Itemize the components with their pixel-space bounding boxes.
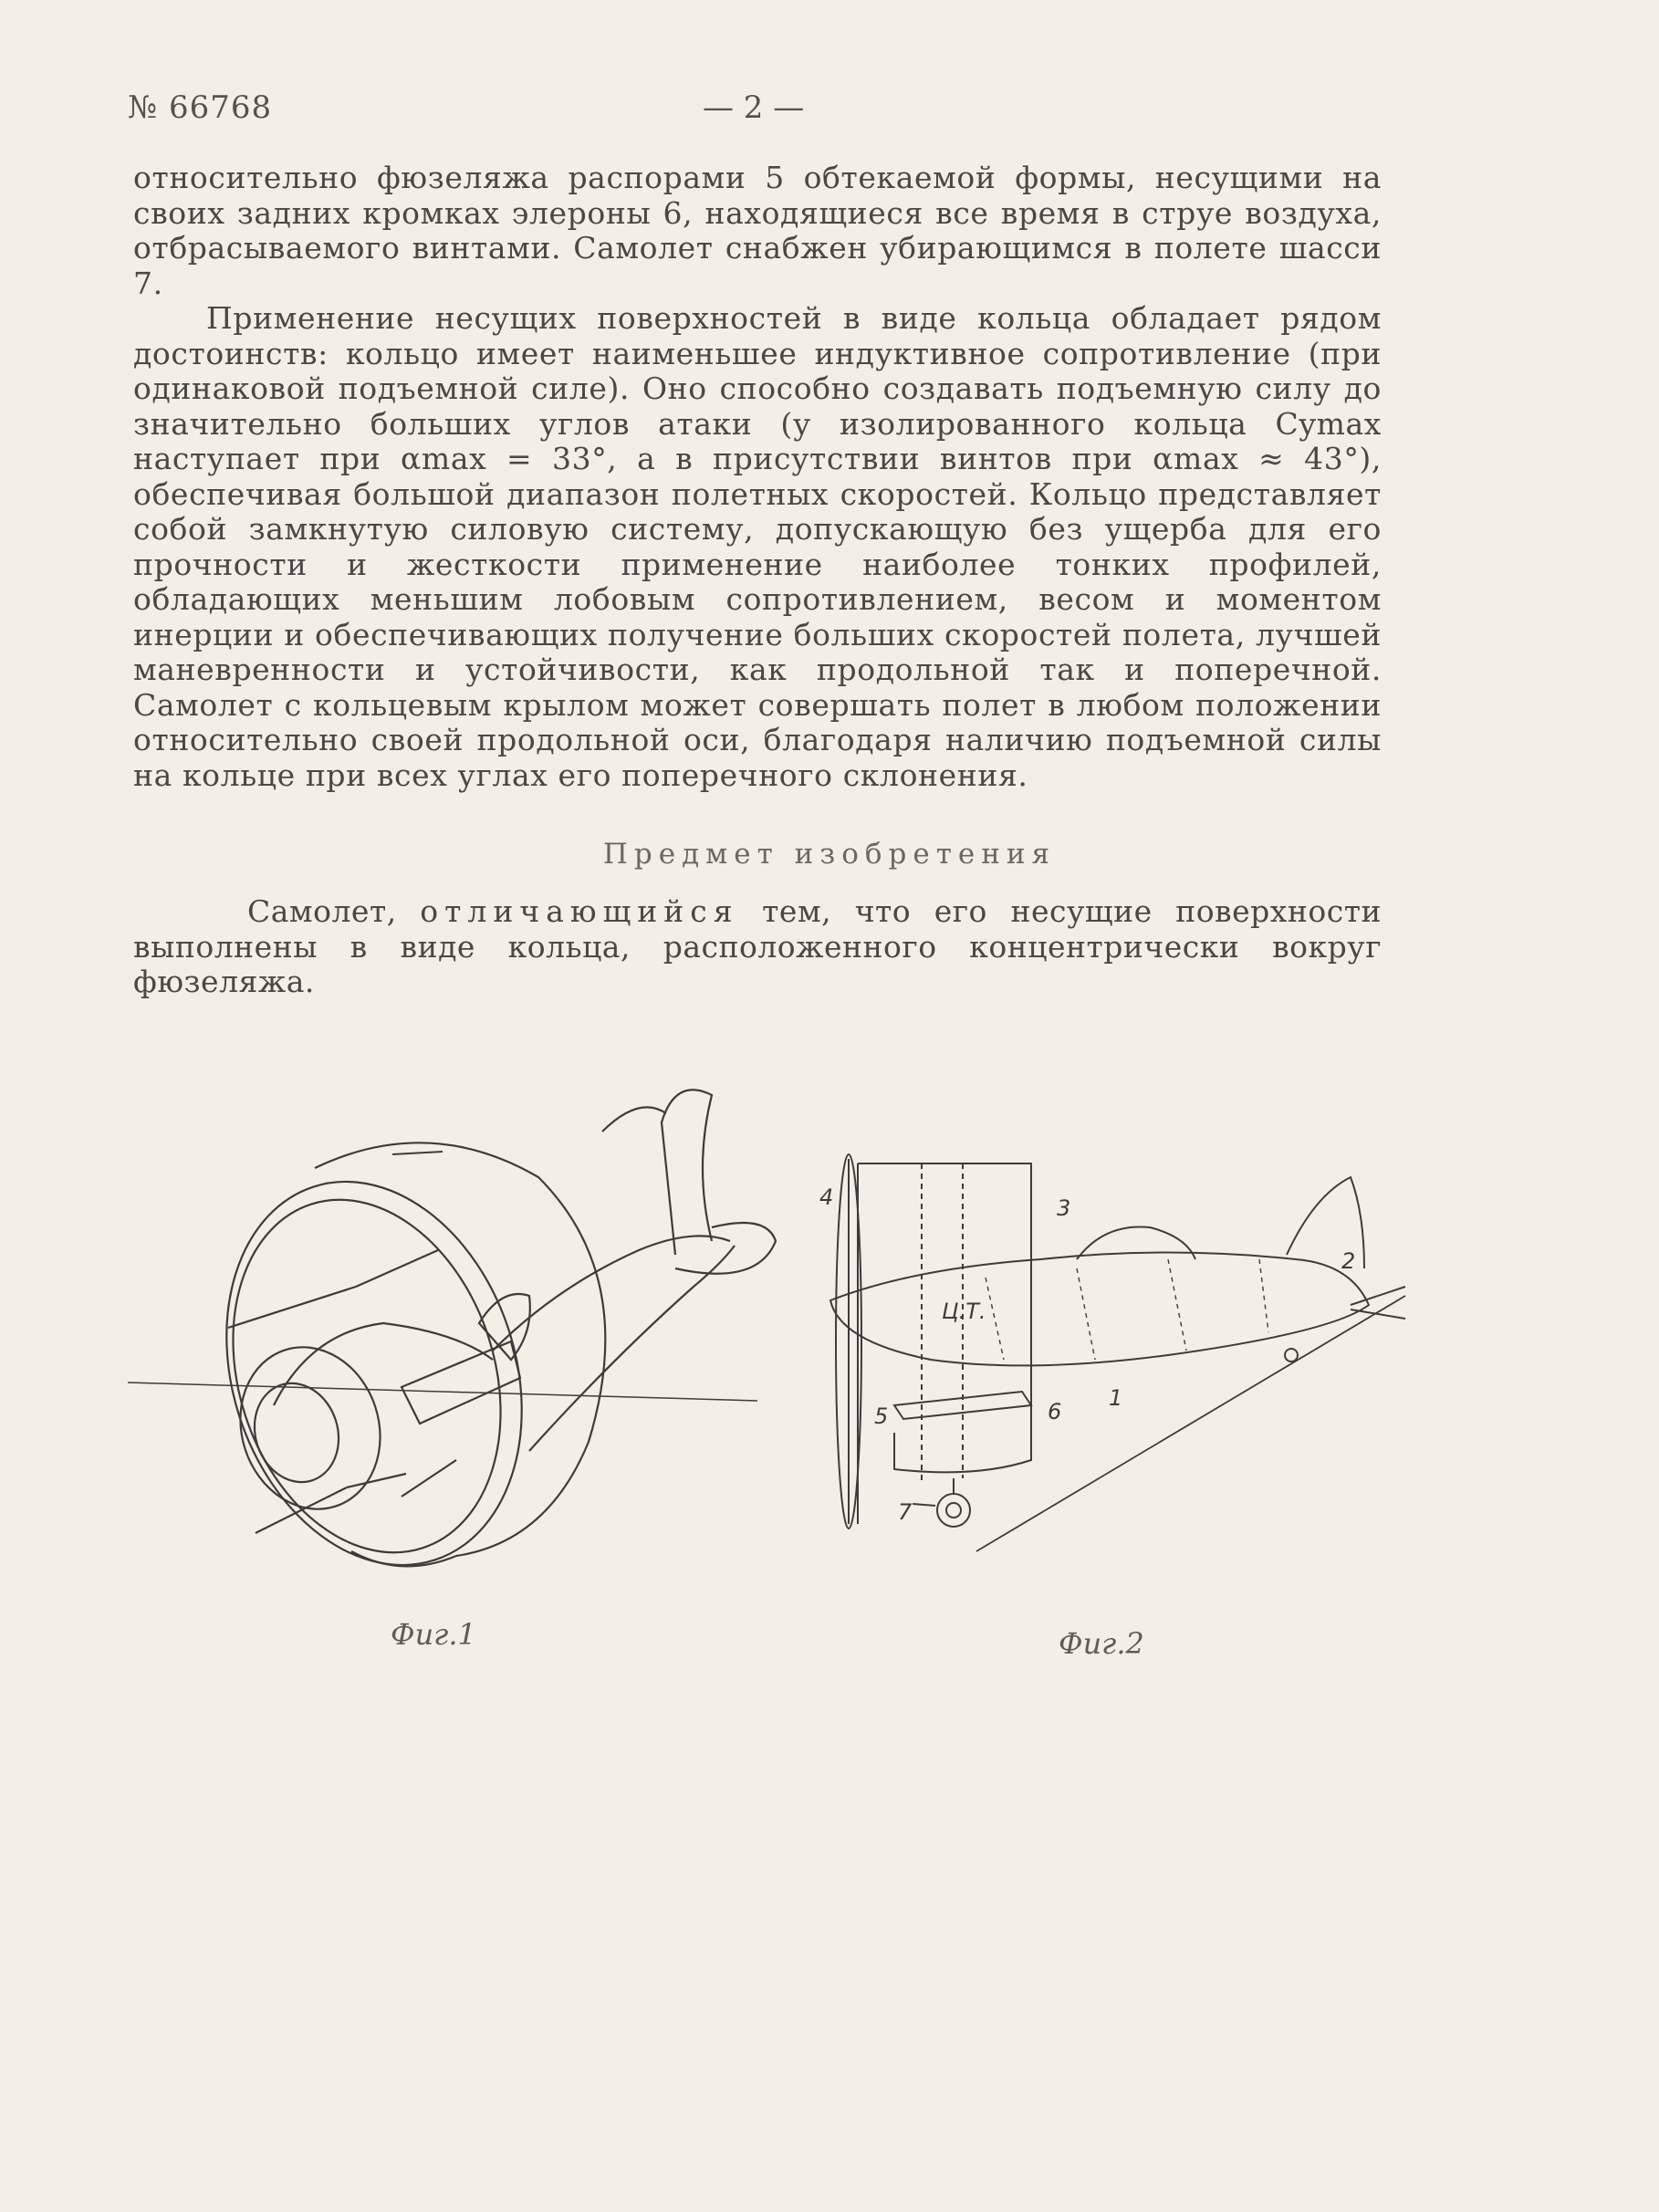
fig2-label-3: 3 <box>1057 1195 1071 1221</box>
claim-spaced-word: отличающийся <box>420 893 739 929</box>
claim-rest: тем, что его несущие поверхности выполнены в виде кольца, расположенного концентрически вокруг фюзеляжа. <box>133 893 1382 999</box>
figure-2-caption: Фиг.2 <box>1059 1626 1144 1661</box>
paragraph-1: относительно фюзеляжа распорами 5 обтекаемой формы, несущими на своих задних кромках элероны 6, находящиеся все время в струе воздуха, отбрасываемого винтами. Самолет снабжен убирающимся в полете шасси 7. <box>133 160 1382 301</box>
patent-number: № 66768 <box>128 89 273 126</box>
body-text <box>133 161 1382 793</box>
claims-title: Предмет изобретения <box>602 838 1057 871</box>
figure-1-caption: Фиг.1 <box>391 1617 476 1652</box>
fig2-label-7: 7 <box>898 1499 913 1525</box>
page-number: — 2 — <box>703 89 805 126</box>
figure-2 <box>803 1132 1424 1570</box>
figure-1 <box>128 1059 785 1606</box>
fig2-label-6: 6 <box>1048 1399 1062 1424</box>
claim-lead: Самолет, <box>247 893 397 929</box>
fig2-label-4: 4 <box>819 1184 834 1210</box>
fig2-label-5: 5 <box>874 1403 889 1429</box>
fig2-label-1: 1 <box>1109 1385 1123 1411</box>
paragraph-2: Применение несущих поверхностей в виде кольца обладает рядом достоинств: кольцо имеет наименьшее индуктивное сопротивление (при одинаковой подъемной силе). Оно способно создавать подъемную силу до значительно больших углов атаки (у изолированного кольца Cymax наступает при αmax = 33°, а в присутствии винтов при αmax ≈ 43°), обеспечивая большой диапазон полетных скоростей. Кольцо представляет собой замкнутую силовую систему, допускающую без ущерба для его прочности и жесткости применение наиболее тонких профилей, обладающих меньшим лобовым сопротивлением, весом и моментом инерции и обеспечивающих получение больших скоростей полета, лучшей маневренности и устойчивости, как продольной так и поперечной. Самолет с кольцевым крылом может совершать полет в любом положении относительно своей продольной оси, благодаря наличию подъемной силы на кольце при всех углах его поперечного склонения. <box>133 300 1382 793</box>
claim-text <box>133 894 1382 1000</box>
fig2-label-cg: Ц.Т. <box>942 1299 986 1324</box>
fig2-label-2: 2 <box>1341 1248 1356 1274</box>
